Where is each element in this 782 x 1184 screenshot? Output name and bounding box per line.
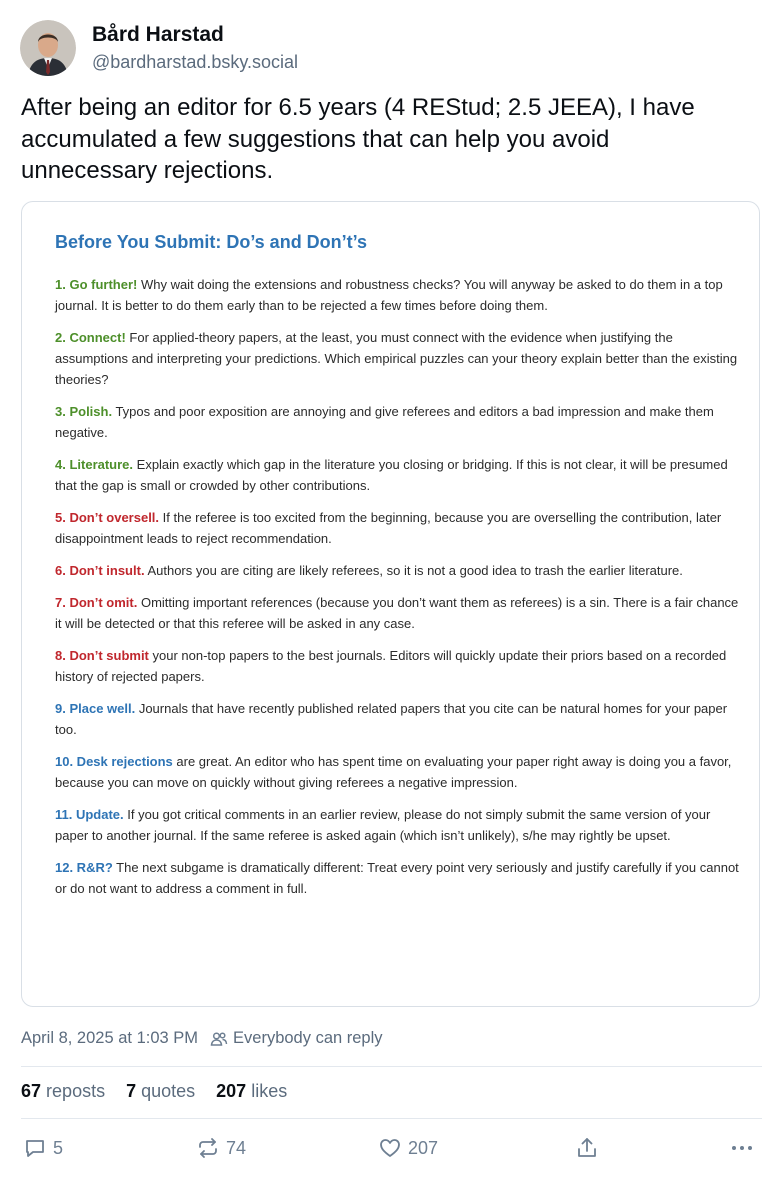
- tip-lead: 2. Connect!: [55, 330, 126, 345]
- divider: [21, 1118, 762, 1119]
- reposts-stat[interactable]: [21, 1081, 105, 1102]
- author-handle[interactable]: @bardharstad.bsky.social: [92, 52, 299, 72]
- post-meta: [21, 1029, 383, 1048]
- tip-body: If you got critical comments in an earlier review, please do not simply submit the same version of your paper to another journal. If the same referee is asked again (which isn’t unlikely), s/he may rightly be upset.: [55, 807, 711, 843]
- divider: [21, 1066, 762, 1067]
- tip-item: [55, 454, 743, 496]
- tip-lead: 11. Update.: [55, 807, 124, 822]
- tip-item: [55, 804, 743, 846]
- tip-lead: 10. Desk rejections: [55, 754, 173, 769]
- tip-item: [55, 327, 743, 390]
- engagement-stats: [21, 1081, 308, 1102]
- heart-icon: [378, 1136, 402, 1160]
- tip-body: The next subgame is dramatically different: Treat every point very seriously and justify carefully if you cannot or do not want to address a comment in full.: [55, 860, 739, 896]
- repost-arrows-icon: [196, 1136, 220, 1160]
- tip-body: If the referee is too excited from the beginning, because you are overselling the contribution, later disappointment leads to reject recommendation.: [55, 510, 722, 546]
- tip-item: [55, 592, 743, 634]
- tip-item: [55, 645, 743, 687]
- tip-body: For applied-theory papers, at the least, you must connect with the evidence when justifying the assumptions and interpreting your predictions. Which empirical puzzles can your theory explain better than the existing theories?: [55, 330, 738, 387]
- tip-body: your non-top papers to the best journals. Editors will quickly update their priors based on a recorded history of rejected papers.: [55, 648, 727, 684]
- tip-lead: 3. Polish.: [55, 404, 113, 419]
- likes-label: likes: [251, 1081, 288, 1101]
- like-count: 207: [408, 1137, 439, 1158]
- tip-body: Explain exactly which gap in the literature you closing or bridging. If this is not clear, it will be presumed that the gap is small or crowded by other contributions.: [55, 457, 728, 493]
- tip-lead: 7. Don’t omit.: [55, 595, 138, 610]
- more-options-button[interactable]: [729, 1136, 761, 1160]
- tip-lead: 9. Place well.: [55, 701, 136, 716]
- repost-button[interactable]: [196, 1136, 246, 1160]
- likes-stat[interactable]: [216, 1081, 287, 1102]
- reply-setting: [210, 1029, 383, 1048]
- tip-body: Journals that have recently published related papers that you cite can be natural homes for your paper too.: [55, 701, 728, 737]
- tip-body: Omitting important references (because you don’t want them as referees) is a sin. There is a fair chance it will be detected or that this referee will be asked in any case.: [55, 595, 739, 631]
- quotes-stat[interactable]: [126, 1081, 195, 1102]
- tip-lead: 6. Don’t insult.: [55, 563, 145, 578]
- tip-item: [55, 560, 743, 581]
- reply-setting-label: Everybody can reply: [233, 1029, 383, 1047]
- tip-body: are great. An editor who has spent time on evaluating your paper right away is doing you a favor, because you can move on quickly without giving referees a negative impression.: [55, 754, 732, 790]
- tip-item: [55, 857, 743, 899]
- share-button[interactable]: [575, 1136, 605, 1160]
- speech-bubble-icon: [23, 1136, 47, 1160]
- tip-item: [55, 274, 743, 316]
- reposts-count: 67: [21, 1081, 42, 1101]
- tip-item: [55, 507, 743, 549]
- tip-lead: 8. Don’t submit: [55, 648, 149, 663]
- quotes-count: 7: [126, 1081, 137, 1101]
- reply-count: 5: [53, 1137, 64, 1158]
- tip-item: [55, 751, 743, 793]
- reposts-label: reposts: [46, 1081, 106, 1101]
- quotes-label: quotes: [141, 1081, 196, 1101]
- tip-body: Authors you are citing are likely referees, so it is not a good idea to trash the earlier literature.: [144, 563, 683, 578]
- tip-lead: 12. R&R?: [55, 860, 113, 875]
- share-icon: [575, 1136, 599, 1160]
- tip-body: Typos and poor exposition are annoying and give referees and editors a bad impression and make them negative.: [55, 404, 714, 440]
- post-text: After being an editor for 6.5 years (4 REStud; 2.5 JEEA), I have accumulated a few suggestions that can help you avoid unnecessary rejections.: [21, 94, 695, 184]
- display-name[interactable]: Bård Harstad: [92, 23, 224, 46]
- image-title: Before You Submit: Do’s and Don’t’s: [55, 232, 368, 252]
- likes-count: 207: [216, 1081, 247, 1101]
- tip-item: [55, 401, 743, 443]
- post-timestamp[interactable]: April 8, 2025 at 1:03 PM: [21, 1029, 199, 1047]
- like-button[interactable]: [378, 1136, 438, 1160]
- tip-lead: 5. Don’t oversell.: [55, 510, 160, 525]
- post-author[interactable]: [20, 20, 298, 76]
- repost-count: 74: [226, 1137, 247, 1158]
- tip-lead: 4. Literature.: [55, 457, 134, 472]
- tips-list: [55, 274, 743, 910]
- reply-button[interactable]: [23, 1136, 63, 1160]
- tip-body: Why wait doing the extensions and robustness checks? You will anyway be asked to do them in a top journal. It is better to do them early than to be rejected a few times before doing them.: [55, 277, 723, 313]
- ellipsis-icon: [729, 1136, 755, 1160]
- avatar[interactable]: [20, 20, 76, 76]
- post-image[interactable]: [21, 201, 760, 1007]
- tip-item: [55, 698, 743, 740]
- tip-lead: 1. Go further!: [55, 277, 138, 292]
- people-icon: [210, 1030, 228, 1048]
- action-bar: [21, 1136, 762, 1166]
